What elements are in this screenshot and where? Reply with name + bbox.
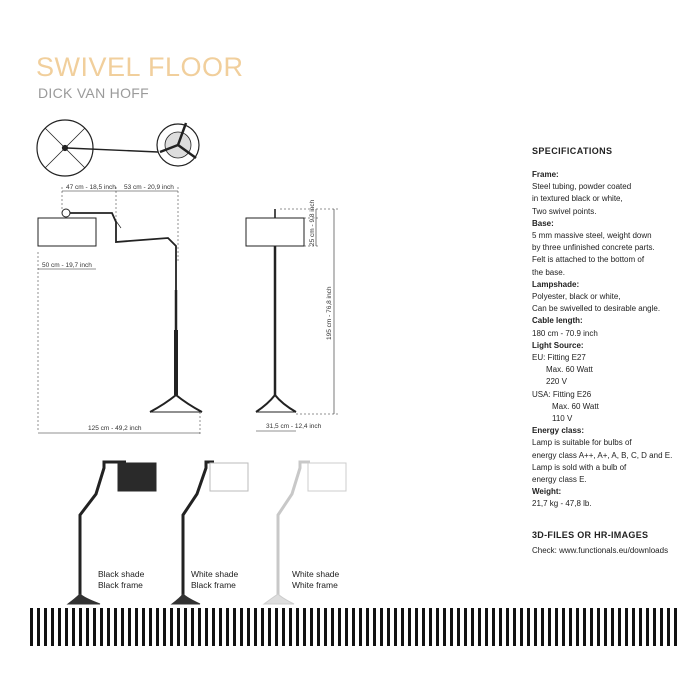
spec-line: USA: Fitting E26 xyxy=(532,389,592,399)
designer-name: DICK VAN HOFF xyxy=(38,85,149,101)
spec-line: Max. 60 Watt xyxy=(546,365,593,375)
spec-line: Can be swivelled to desirable angle. xyxy=(532,304,661,314)
dim-total-reach: 125 cm - 49,2 inch xyxy=(88,425,142,432)
side-view xyxy=(38,187,202,436)
variant-frame-label: Black frame xyxy=(98,579,143,590)
dim-shade-diameter: 50 cm - 19,7 inch xyxy=(42,262,92,269)
spec-label-lampshade: Lampshade: xyxy=(532,279,580,289)
spec-line: 21,7 kg - 47,8 lb. xyxy=(532,499,592,509)
spec-label-light-source: Light Source: xyxy=(532,340,584,350)
spec-line: Lamp is suitable for bulbs of xyxy=(532,438,632,448)
spec-line: Max. 60 Watt xyxy=(552,401,599,411)
variant-shade-label: Black shade xyxy=(98,569,145,579)
variant-caption-2 xyxy=(191,569,238,590)
dim-total-height: 195 cm - 76,8 inch xyxy=(326,286,333,340)
dim-arm-inner: 47 cm - 18,5 inch xyxy=(66,184,116,191)
downloads-heading: 3D-FILES OR HR-IMAGES xyxy=(532,529,649,540)
variant-frame-label: Black frame xyxy=(191,579,236,590)
specs-heading: SPECIFICATIONS xyxy=(532,146,613,156)
spec-line: energy class A++, A+, A, B, C, D and E. xyxy=(532,450,673,460)
spec-line: EU: Fitting E27 xyxy=(532,353,586,363)
top-view xyxy=(37,120,199,176)
dim-base-diameter: 31,5 cm - 12,4 inch xyxy=(266,423,322,430)
downloads-section xyxy=(532,529,697,557)
spec-line: Felt is attached to the bottom of xyxy=(532,255,645,265)
variant-caption-3 xyxy=(292,569,339,590)
spec-line: 110 V xyxy=(552,414,573,424)
spec-line: 220 V xyxy=(546,377,567,387)
variant-shade-label: White shade xyxy=(191,569,239,579)
product-title: SWIVEL FLOOR xyxy=(36,52,244,82)
spec-label-frame: Frame: xyxy=(532,170,559,179)
stripe-border xyxy=(30,608,680,646)
spec-line: by three unfinished concrete parts. xyxy=(532,243,655,253)
spec-line: energy class E. xyxy=(532,475,587,485)
spec-line: in textured black or white, xyxy=(532,194,623,204)
variant-frame-label: White frame xyxy=(292,579,338,590)
variant-shade-label: White shade xyxy=(292,569,340,579)
front-view xyxy=(246,209,338,431)
spec-line: Two swivel points. xyxy=(532,206,597,216)
spec-label-energy: Energy class: xyxy=(532,426,585,436)
spec-line: 180 cm - 70.9 inch xyxy=(532,328,598,338)
specifications-panel xyxy=(532,146,697,557)
spec-label-weight: Weight: xyxy=(532,487,562,497)
spec-line: Steel tubing, powder coated xyxy=(532,182,632,192)
dim-shade-height: 25 cm - 9,8 inch xyxy=(309,199,316,246)
spec-line: Polyester, black or white, xyxy=(532,292,621,302)
spec-line: the base. xyxy=(532,267,565,277)
spec-label-base: Base: xyxy=(532,218,554,228)
dim-arm-outer: 53 cm - 20,9 inch xyxy=(124,184,174,191)
downloads-link[interactable]: Check: www.functionals.eu/downloads xyxy=(532,545,669,555)
spec-line: 5 mm massive steel, weight down xyxy=(532,231,652,241)
spec-label-cable: Cable length: xyxy=(532,316,583,326)
spec-line: Lamp is sold with a bulb of xyxy=(532,462,627,472)
variant-caption-1 xyxy=(98,569,144,590)
